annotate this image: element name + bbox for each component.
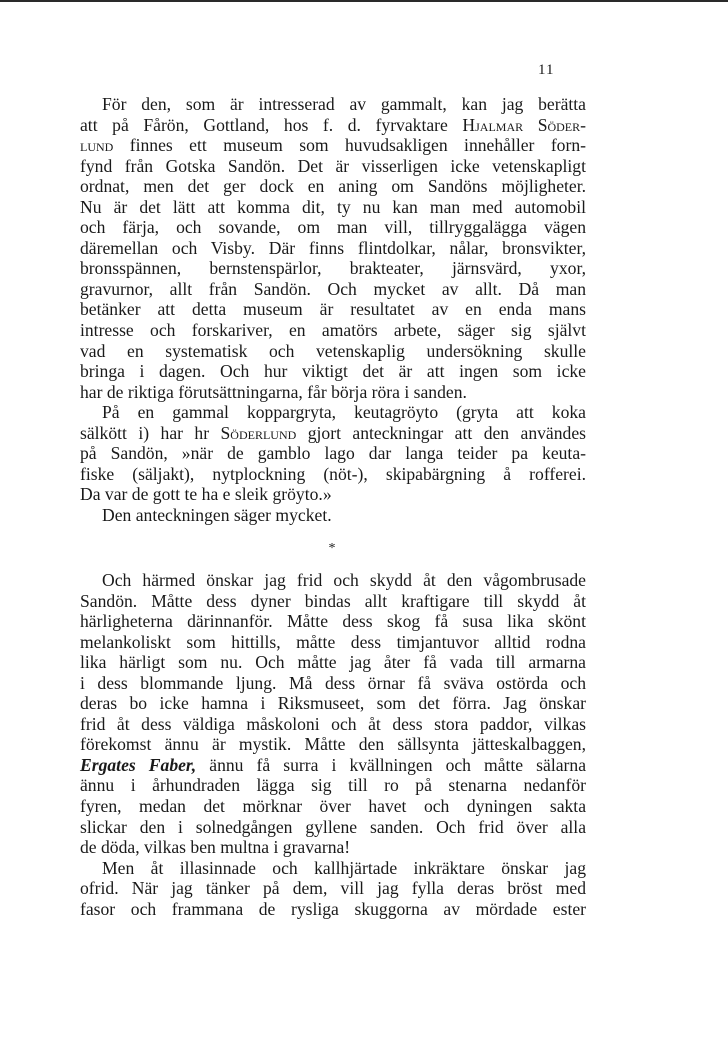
text-line bbox=[80, 115, 586, 136]
paragraph-1 bbox=[80, 94, 586, 402]
text-span: att på Fårön, Gottland, hos f. d. fyrvaktare bbox=[80, 114, 463, 135]
person-name: Söderlund bbox=[220, 422, 297, 443]
text-line: slickar den i solnedgången gyllene sanden. Och frid över alla bbox=[80, 816, 586, 837]
text-line: frid åt dess väldiga måskoloni och åt dess stora paddor, vilkas bbox=[80, 713, 586, 734]
paragraph-3 bbox=[80, 505, 586, 526]
text-line: har de riktiga förutsättningarna, får börja röra i sanden. bbox=[80, 381, 467, 402]
text-line: betänker att detta museum är resultatet av en enda mans bbox=[80, 299, 586, 320]
text-line: vad en systematisk och vetenskaplig undersökning skulle bbox=[80, 340, 586, 361]
text-span: ännu få surra i kvällningen och måtte sälarna bbox=[196, 754, 586, 775]
text-line bbox=[80, 755, 586, 776]
text-line: Sandön. Måtte dess dyner bindas allt kraftigare till skydd åt bbox=[80, 590, 586, 611]
text-line: Den anteckningen säger mycket. bbox=[102, 504, 332, 525]
text-line: fasor och frammana de rysliga skuggorna av mördade ester bbox=[80, 898, 586, 919]
text-line: För den, som är intresserad av gammalt, kan jag berätta bbox=[102, 94, 586, 114]
text-line: lika härligt som nu. Och måtte jag åter få vada till armarna bbox=[80, 652, 586, 673]
text-line: däremellan och Visby. Där finns flintdolkar, nålar, bronsvikter, bbox=[80, 237, 586, 258]
text-span: gjort anteckningar att den användes bbox=[296, 422, 586, 443]
text-line: Nu är det lätt att komma dit, ty nu kan man med automobil bbox=[80, 196, 586, 217]
text-line: i dess blommande ljung. Må dess örnar få sväva ostörda och bbox=[80, 672, 586, 693]
text-line: förekomst ännu är mystik. Måtte den sällsynta jätteskalbaggen, bbox=[80, 734, 586, 755]
text-span: finnes ett museum som huvudsakligen innehåller forn- bbox=[113, 135, 586, 156]
text-line: fyren, medan det mörknar över havet och dyningen sakta bbox=[80, 796, 586, 817]
text-section-2 bbox=[80, 570, 586, 919]
text-line: bringa i dagen. Och hur viktigt det är att ingen som icke bbox=[80, 361, 586, 382]
text-line: ännu i århundraden lägga sig till ro på stenarna nedanför bbox=[80, 775, 586, 796]
paragraph-5 bbox=[80, 858, 586, 920]
text-line: de döda, vilkas ben multna i gravarna! bbox=[80, 837, 351, 858]
text-line: ofrid. När jag tänker på dem, vill jag fylla deras bröst med bbox=[80, 878, 586, 899]
text-line: gravurnor, allt från Sandön. Och mycket av allt. Då man bbox=[80, 278, 586, 299]
text-line: Och härmed önskar jag frid och skydd åt den vågombrusade bbox=[102, 570, 586, 590]
text-line: härligheterna därinnanför. Måtte dess skog få susa lika skönt bbox=[80, 611, 586, 632]
page-number: 11 bbox=[538, 62, 555, 78]
section-separator: * bbox=[328, 541, 336, 556]
text-line: Da var de gott te ha e sleik gröyto.» bbox=[80, 484, 332, 505]
text-line: intresse och forskariver, en amatörs arbete, säger sig självt bbox=[80, 320, 586, 341]
paragraph-4 bbox=[80, 570, 586, 858]
text-line: på Sandön, »när de gamblo lago dar langa teider pa keuta- bbox=[80, 443, 586, 464]
paragraph-2 bbox=[80, 402, 586, 505]
person-name: Hjalmar Söder- bbox=[462, 114, 587, 135]
text-line: melankoliskt som hittills, måtte dess timjantuvor alltid rodna bbox=[80, 631, 586, 652]
text-line: På en gammal koppargryta, keutagröyto (gryta att koka bbox=[102, 402, 586, 423]
text-line bbox=[80, 423, 586, 444]
text-line: bronsspännen, bernstenspärlor, brakteater, järnsvärd, yxor, bbox=[80, 258, 586, 279]
text-section-1 bbox=[80, 94, 586, 525]
person-name-continued: lund bbox=[80, 135, 114, 156]
text-span: sälkött i) har hr bbox=[80, 422, 221, 443]
text-line: ordnat, men det ger dock en aning om Sandöns möjligheter. bbox=[80, 176, 586, 197]
text-line: fynd från Gotska Sandön. Det är visserligen icke vetenskapligt bbox=[80, 155, 586, 176]
text-line: och färja, och sovande, om man vill, tillryggalägga vägen bbox=[80, 217, 586, 238]
text-line: deras bo icke hamna i Riksmuseet, som det förra. Jag önskar bbox=[80, 693, 586, 714]
text-line bbox=[80, 135, 586, 156]
species-name: Ergates Faber, bbox=[80, 754, 197, 775]
text-line: fiske (säljakt), nytplockning (nöt-), skipabärgning å rofferei. bbox=[80, 463, 586, 484]
top-edge-rule bbox=[0, 0, 728, 2]
text-line: Men åt illasinnade och kallhjärtade inkräktare önskar jag bbox=[102, 857, 586, 878]
